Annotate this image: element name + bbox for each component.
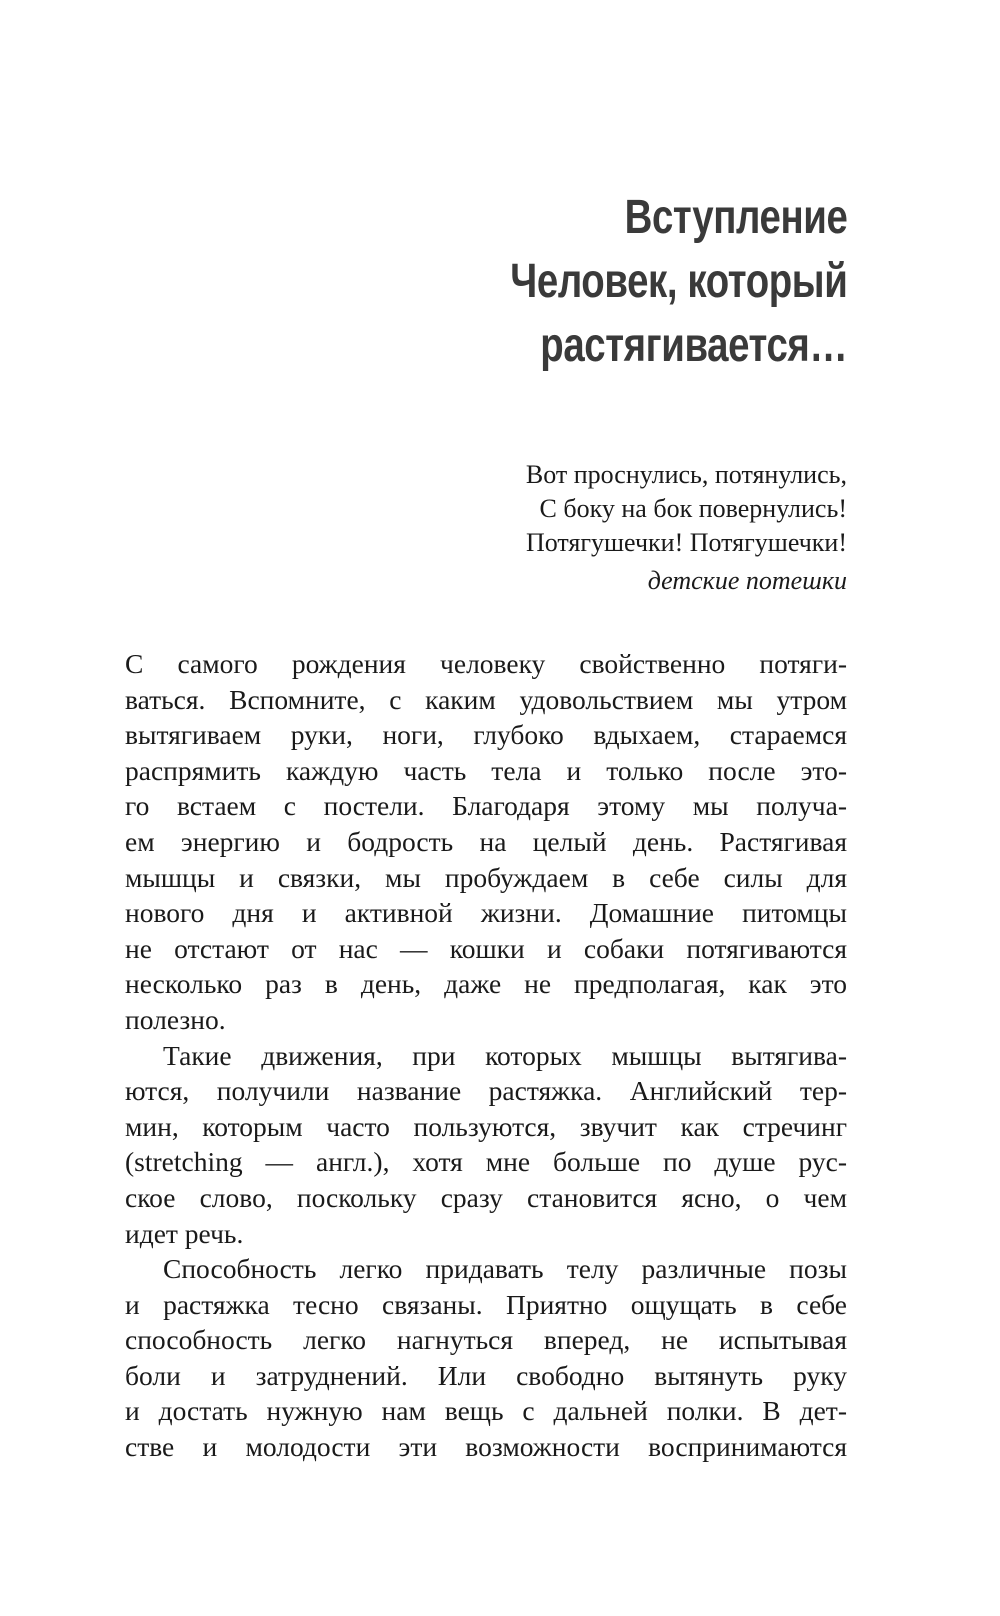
paragraph [125,646,847,1038]
text-line: боли и затруднений. Или свободно вытянуть руку [125,1359,847,1391]
text-line: го встаем с постели. Благодаря этому мы получа- [125,790,847,822]
epigraph-verse: С боку на бок повернулись! [539,494,847,523]
text-line: вытягиваем руки, ноги, глубоко вдыхаем, стараемся [125,719,847,751]
paragraph [125,1038,847,1252]
epigraph [526,458,847,598]
text-line: способность легко нагнуться вперед, не испытывая [125,1324,847,1356]
heading-line: растягивается… [539,319,847,372]
epigraph-source: детские потешки [647,566,847,595]
text-line: распрямить каждую часть тела и только после это- [125,754,847,786]
text-line: мин, которым часто пользуются, звучит как стречинг [125,1110,847,1142]
epigraph-verse: Потягушечки! Потягушечки! [525,528,847,557]
epigraph-verse: Вот проснулись, потянулись, [525,460,847,489]
text-line: С самого рождения человеку свойственно потяги- [125,648,847,679]
chapter-heading [510,186,847,378]
text-line: ем энергию и бодрость на целый день. Растягивая [125,825,847,857]
text-line: полезно. [125,1003,226,1035]
body-text [125,646,847,1465]
text-line: не отстают от нас — кошки и собаки потягиваются [125,932,847,964]
text-line: и растяжка тесно связаны. Приятно ощущать в себе [125,1288,847,1320]
text-line: (stretching — англ.), хотя мне больше по душе рус- [125,1146,847,1178]
text-line: Способность легко придавать телу различные позы [163,1253,847,1285]
paragraph [125,1251,847,1465]
text-line: несколько раз в день, даже не предполагая, как это [125,968,847,1000]
text-line: идет речь. [125,1217,244,1249]
text-line: мышцы и связки, мы пробуждаем в себе силы для [125,861,847,893]
heading-line: Вступление [624,191,847,244]
text-line: нового дня и активной жизни. Домашние питомцы [125,897,847,929]
text-line: ское слово, поскольку сразу становится ясно, о чем [125,1181,847,1213]
text-line: Такие движения, при которых мышцы вытягива- [163,1039,847,1071]
text-line: ваться. Вспомните, с каким удовольствием мы утром [125,683,847,715]
heading-line: Человек, который [509,255,847,308]
text-line: стве и молодости эти возможности воспринимаются [125,1431,847,1463]
text-line: и достать нужную нам вещь с дальней полки. В дет- [125,1395,847,1427]
text-line: ются, получили название растяжка. Английский тер- [125,1075,847,1107]
